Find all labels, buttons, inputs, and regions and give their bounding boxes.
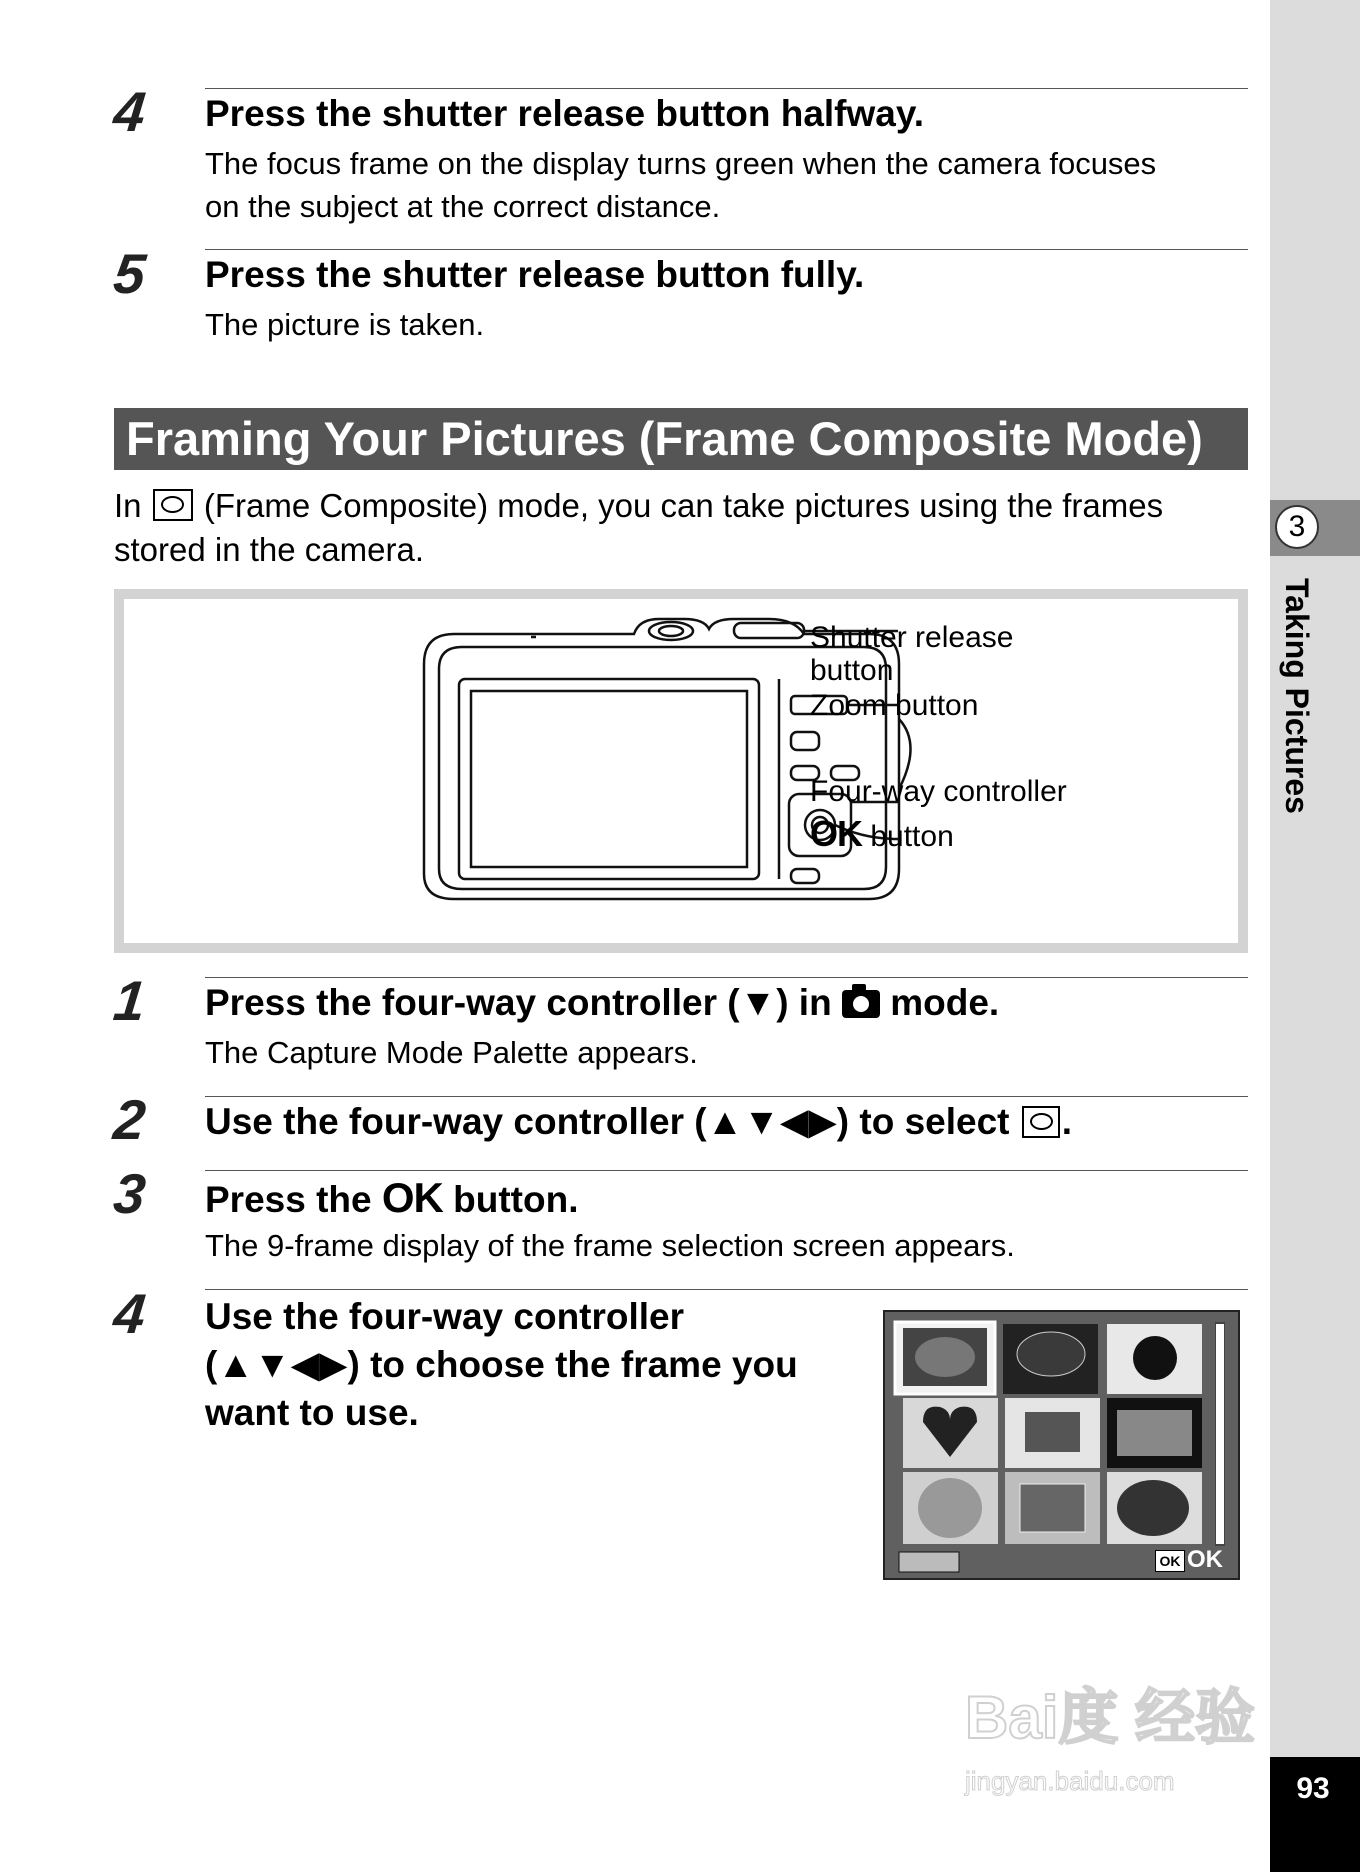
chapter-title: Taking Pictures (1279, 578, 1315, 814)
camera-back-illustration (124, 599, 1238, 943)
step-body: The focus frame on the display turns green when the camera focuses on the subject at the correct distance. (205, 146, 1157, 224)
step-title: Use the four-way controller (▲▼◀▶) to choose the frame you want to use. (205, 1296, 798, 1433)
step-title: Press the shutter release button halfway. (205, 93, 924, 134)
ok-glyph: OK (381, 1174, 443, 1221)
camera-diagram (114, 589, 1248, 953)
step-rule (205, 88, 1248, 89)
step-number: 4 (110, 80, 149, 143)
baidu-watermark: Bai度 经验 jingyan.baidu.com (965, 1684, 1256, 1796)
callout-ok: OK button (810, 813, 954, 854)
step-title: Press the shutter release button fully. (205, 254, 865, 295)
step-rule (205, 1289, 1248, 1290)
frame-selection-screen (883, 1310, 1240, 1580)
step-body: The 9-frame display of the frame selection screen appears. (205, 1228, 1015, 1263)
step-rule (205, 249, 1248, 250)
page-number: 93 (1296, 1772, 1330, 1805)
ok-label: OK (1187, 1546, 1223, 1573)
step-number: 4 (110, 1282, 149, 1345)
section-heading: Framing Your Pictures (Frame Composite Mode) (114, 408, 1248, 470)
callout-four-way: Four-way controller (810, 775, 1067, 808)
chapter-number: 3 (1275, 505, 1319, 549)
step-number: 5 (110, 242, 149, 305)
frame-composite-icon (153, 489, 193, 521)
callout-shutter-release: Shutter release button (810, 621, 1014, 687)
callout-zoom: Zoom button (810, 689, 979, 722)
step-title: Use the four-way controller (▲▼◀▶) to select . (205, 1101, 1073, 1142)
step-rule (205, 1170, 1248, 1171)
frame-thumbnails (885, 1312, 1238, 1578)
step-rule (205, 1096, 1248, 1097)
chapter-sidebar (1270, 0, 1360, 1872)
ok-glyph: OK (810, 813, 862, 854)
step-title: Press the OK button. (205, 1174, 579, 1221)
step-number: 3 (110, 1162, 149, 1225)
step-title: Press the four-way controller (▼) in mode. (205, 982, 1000, 1023)
step-number: 1 (110, 969, 149, 1032)
step-rule (205, 977, 1248, 978)
camera-icon (842, 990, 880, 1018)
step-body: The picture is taken. (205, 307, 485, 342)
ok-badge: OK (1155, 1550, 1185, 1572)
section-intro: In (Frame Composite) mode, you can take pictures using the frames stored in the camera. (114, 487, 1164, 568)
step-number: 2 (110, 1088, 149, 1151)
step-body: The Capture Mode Palette appears. (205, 1035, 698, 1070)
frame-composite-icon (1022, 1106, 1060, 1138)
